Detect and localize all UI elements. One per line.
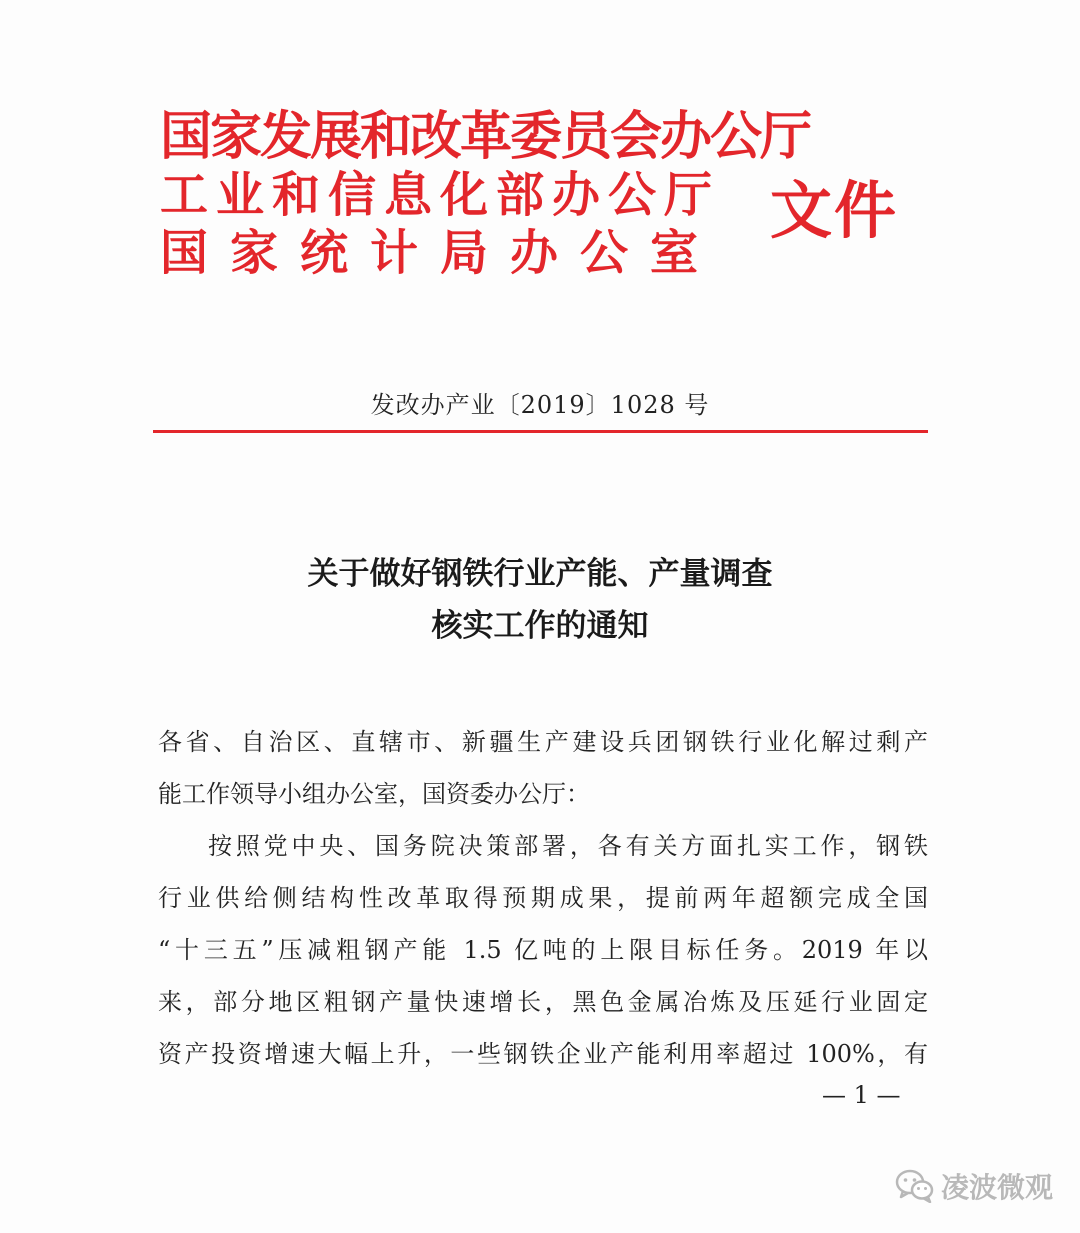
body-line: 行业供给侧结构性改革取得预期成果，提前两年超额完成全国	[158, 884, 928, 912]
title-line-1: 关于做好钢铁行业产能、产量调查	[307, 556, 773, 592]
wechat-icon	[895, 1169, 935, 1203]
title-line-2: 核实工作的通知	[431, 608, 649, 644]
watermark-text: 凌波微观	[941, 1171, 1054, 1204]
body-line: 按照党中央、国务院决策部署，各有关方面扎实工作，钢铁	[208, 832, 928, 860]
agency-line-miit: 工业和信息化部办公厅	[160, 167, 721, 223]
body-line: 资产投资增速大幅上升，一些钢铁企业产能利用率超过 100%，有	[158, 1040, 928, 1068]
red-divider	[153, 430, 928, 433]
document-title	[0, 548, 1080, 652]
agency-line-ndrc: 国家发展和改革委员会办公厅	[160, 108, 811, 166]
body-line: “十三五”压减粗钢产能 1.5 亿吨的上限目标任务。2019 年以	[158, 936, 928, 964]
document-number: 发改办产业〔2019〕1028 号	[370, 391, 710, 419]
body-line: 各省、自治区、直辖市、新疆生产建设兵团钢铁行业化解过剩产	[158, 728, 928, 756]
agency-line-nbs: 国家统计局办公室	[160, 225, 721, 281]
body-line: 能工作领导小组办公室，国资委办公厅：	[158, 780, 590, 808]
watermark	[895, 1166, 1053, 1206]
body-line: 来，部分地区粗钢产量快速增长，黑色金属冶炼及压延行业固定	[158, 988, 928, 1016]
document-body	[158, 716, 928, 1080]
document-word: 文件	[770, 174, 899, 247]
page-number: — 1 —	[822, 1081, 901, 1109]
